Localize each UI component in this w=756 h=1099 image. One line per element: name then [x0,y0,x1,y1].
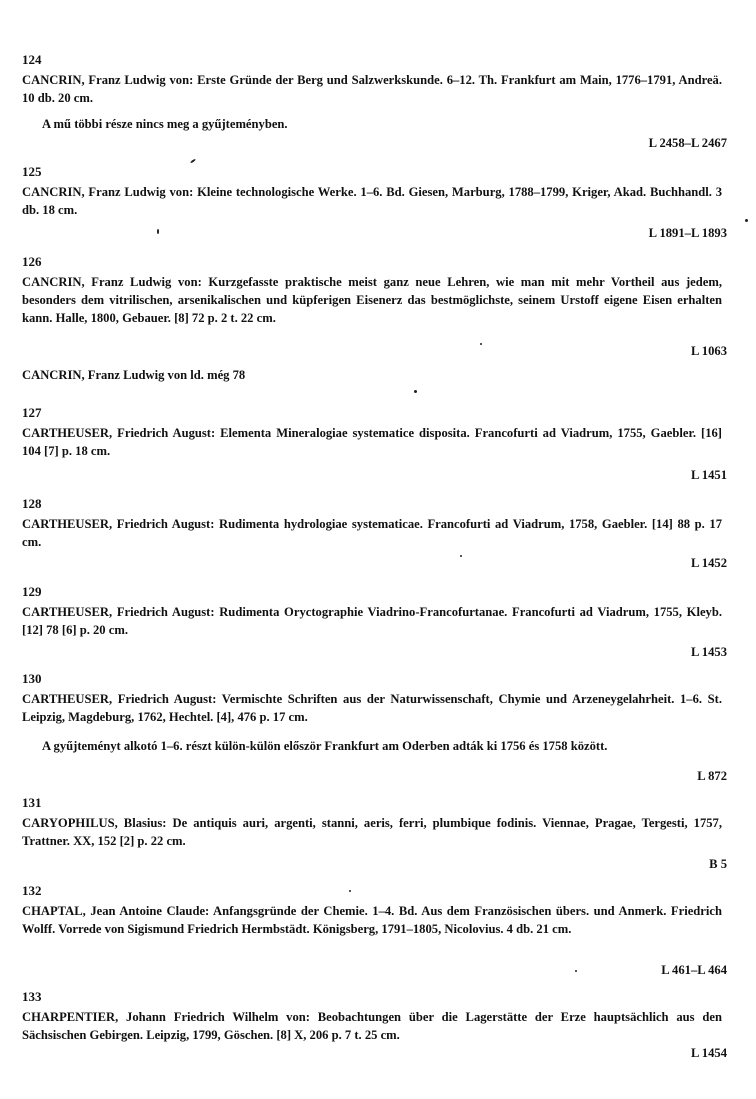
entry-number: 125 [22,164,42,179]
entry-number: 126 [22,254,42,269]
entry-number: 124 [22,52,42,67]
entry-description: CHARPENTIER, Johann Friedrich Wilhelm von: Beobachtungen über die Lagerstätte der Erze hauptsächlich aus den Sächsischen Gebirgen. Leipzig, 1799, Göschen. [8] X, 206 p. 7 t. 25 cm. [22,1010,722,1042]
entry-description: CARTHEUSER, Friedrich August: Rudimenta Oryctographie Viadrino-Francofurtanae. Francofurti ad Viadrum, 1755, Kleyb. [12] 78 [6] p. 20 cm. [22,605,722,637]
entry-signature: L 1451 [690,468,727,482]
entry-number: 127 [22,405,42,420]
entry-description: CARYOPHILUS, Blasius: De antiquis auri, argenti, stanni, aeris, ferri, plumbique fodinis. Viennae, Pragae, Tergesti, 1757, Trattner. XX, 152 [2] p. 22 cm. [22,816,722,848]
scan-speck [414,390,417,393]
catalogue-entry-133 [22,989,727,1099]
scan-speck [745,219,748,222]
entry-description: CANCRIN, Franz Ludwig von: Kleine technologische Werke. 1–6. Bd. Giesen, Marburg, 1788–1799, Kriger, Akad. Buchhandl. 3 db. 18 cm. [22,185,722,217]
scan-speck [460,555,462,557]
entry-number: 131 [22,795,42,810]
catalogue-entry-126 [22,254,727,364]
entry-description: CHAPTAL, Jean Antoine Claude: Anfangsgründe der Chemie. 1–4. Bd. Aus dem Französischen übers. und Anmerk. Friedrich Wolff. Vorrede von Sigismund Friedrich Hermbstädt. Königsberg, 1791–1805, Nicolovius. 4 db. 21 cm. [22,904,722,936]
entry-number: 130 [22,671,42,686]
entry-signature: L 1452 [690,556,727,570]
scan-speck [157,229,159,234]
entry-number: 132 [22,883,42,898]
entry-signature: L 461–L 464 [661,963,727,977]
entry-signature: L 1454 [690,1046,727,1060]
entry-signature: L 1063 [690,344,727,358]
entry-description: CARTHEUSER, Friedrich August: Vermischte Schriften aus der Naturwissenschaft, Chymie und Arzeneygelahrheit. 1–6. St. Leipzig, Magdeburg, 1762, Hechtel. [4], 476 p. 17 cm. [22,692,722,724]
entry-number: 133 [22,989,42,1004]
entry-number: 129 [22,584,42,599]
entry-signature: B 5 [709,857,727,871]
entry-signature: L 872 [697,769,727,783]
cross-reference: CANCRIN, Franz Ludwig von ld. még 78 [22,368,246,382]
catalogue-entry-132 [22,883,727,993]
entry-note: A gyűjteményt alkotó 1–6. részt külön-külön először Frankfurt am Oderben adták ki 1756 és 1758 között. [42,739,608,753]
entry-description: CANCRIN, Franz Ludwig von: Kurzgefasste praktische meist ganz neue Lehren, wie man mit mehr Vortheil aus jedem, besonders dem vitrilischen, arsenikalischen und küpferigen Eisenerz das bestmöglichste, seinem Urstoff eigene Eisen erhalten kann. Halle, 1800, Gebauer. [8] 72 p. 2 t. 22 cm. [22,275,722,325]
scan-speck [349,890,351,892]
entry-note: A mű többi része nincs meg a gyűjteményben. [42,117,288,131]
entry-description: CANCRIN, Franz Ludwig von: Erste Gründe der Berg und Salzwerkskunde. 6–12. Th. Frankfurt am Main, 1776–1791, Andreä. 10 db. 20 cm. [22,73,722,105]
catalogue-entry-124 [22,52,727,162]
entry-number: 128 [22,496,42,511]
catalogue-entry-130 [22,671,727,781]
entry-signature: L 1453 [690,645,727,659]
entry-signature: L 1891–L 1893 [648,226,727,240]
entry-signature: L 2458–L 2467 [648,136,727,150]
entry-description: CARTHEUSER, Friedrich August: Rudimenta hydrologiae systematicae. Francofurti ad Viadrum, 1758, Gaebler. [14] 88 p. 17 cm. [22,517,722,549]
scan-speck [575,970,577,972]
entry-description: CARTHEUSER, Friedrich August: Elementa Mineralogiae systematice disposita. Francofurti ad Viadrum, 1755, Gaebler. [16] 104 [7] p. 18 cm. [22,426,722,458]
scan-speck [480,343,482,345]
